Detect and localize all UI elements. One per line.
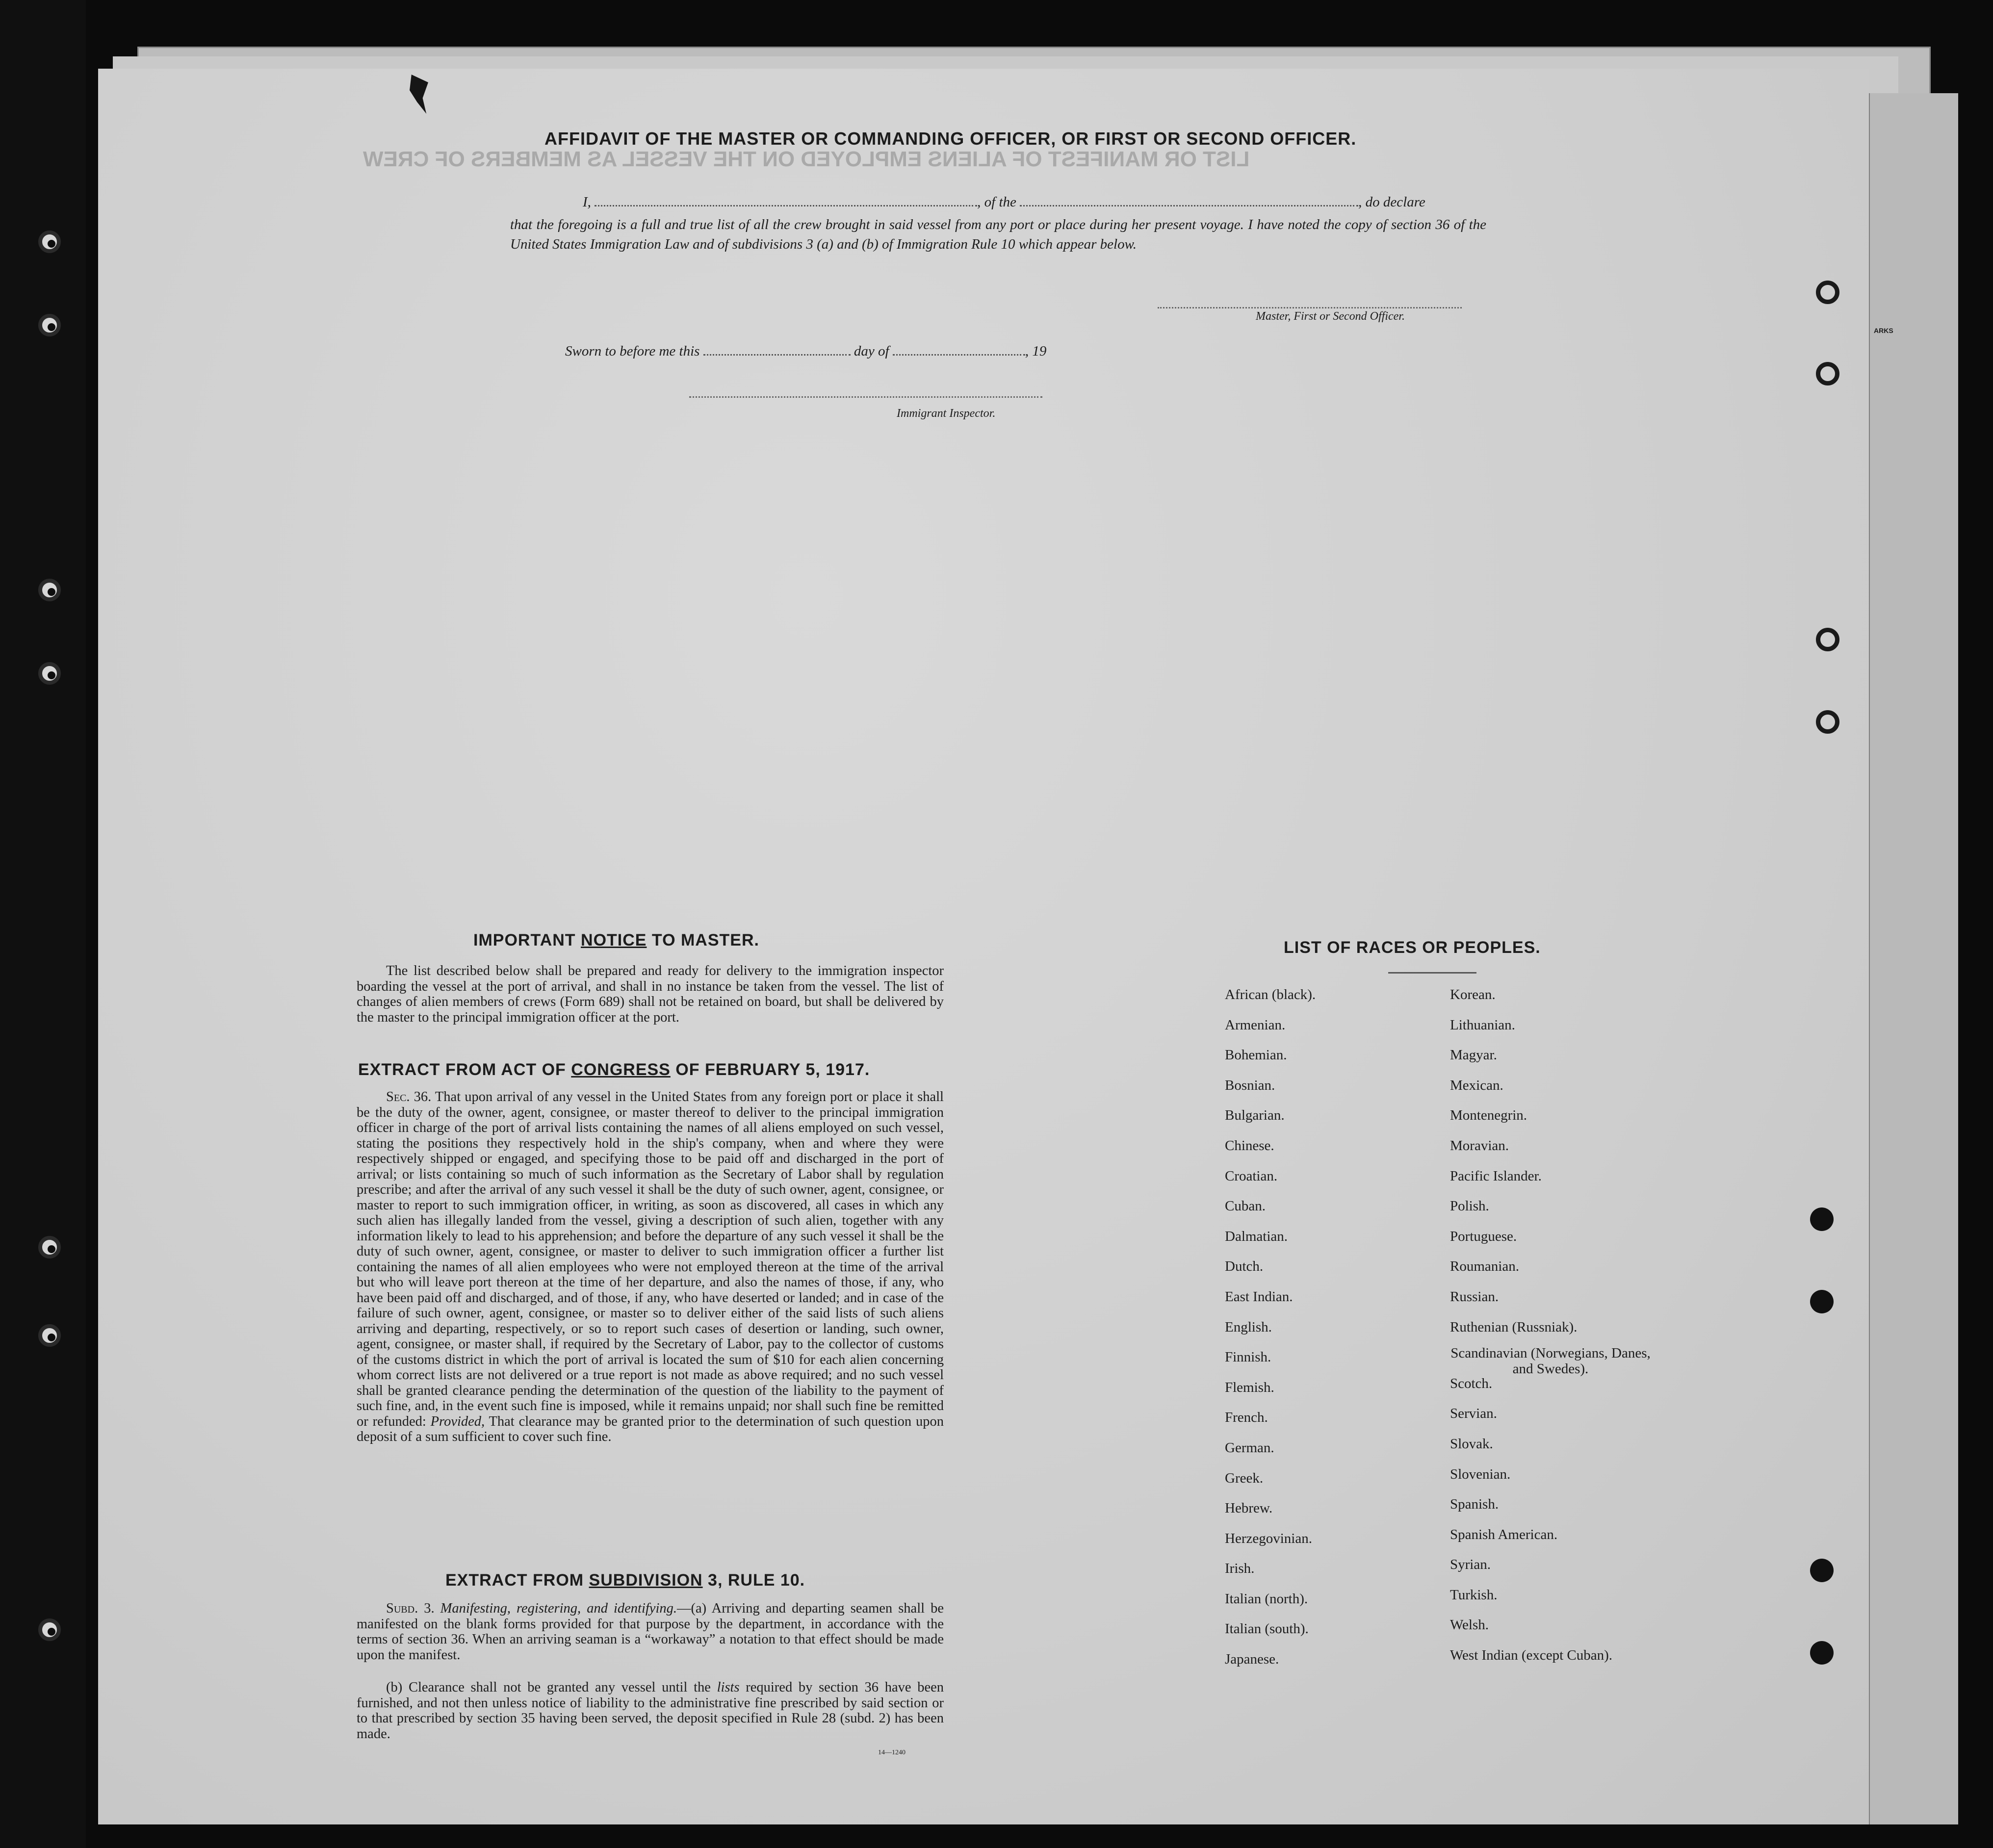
race-item: Magyar.	[1450, 1047, 1497, 1063]
notice-title	[473, 931, 759, 950]
para-b-text: Clearance shall not be granted any vessel until the	[408, 1680, 711, 1695]
para-a-mark: —(a)	[677, 1601, 707, 1616]
race-item: Lithuanian.	[1450, 1017, 1515, 1033]
sworn-year: , 19	[1025, 343, 1047, 359]
punch-hole	[1810, 1641, 1834, 1665]
act-title-part: OF FEBRUARY 5, 1917.	[670, 1060, 870, 1079]
punch-hole	[1816, 628, 1839, 651]
binder-hole	[38, 1324, 61, 1347]
sworn-line	[565, 343, 1046, 359]
race-item: German.	[1225, 1439, 1274, 1456]
declaration-do-declare: , do declare	[1358, 194, 1425, 210]
race-item: West Indian (except Cuban).	[1450, 1647, 1613, 1664]
race-item: Cuban.	[1225, 1198, 1266, 1214]
officer-signature-line[interactable]	[1158, 307, 1462, 308]
race-item: Syrian.	[1450, 1557, 1491, 1573]
race-item: Welsh.	[1450, 1617, 1489, 1633]
binder-hole	[38, 314, 61, 336]
section-text-end: That clearance may be granted prior to the determination of such question upon deposit of a sum sufficient to cover such fine.	[357, 1413, 944, 1444]
punch-hole	[1816, 281, 1839, 304]
race-item: Bohemian.	[1225, 1047, 1287, 1063]
punch-hole	[1810, 1207, 1834, 1231]
sworn-day-of: day of	[854, 343, 889, 359]
race-item: Servian.	[1450, 1406, 1497, 1422]
notice-title-part: IMPORTANT	[473, 931, 581, 950]
race-item: Hebrew.	[1225, 1500, 1273, 1516]
race-item: Roumanian.	[1450, 1258, 1519, 1275]
section-label: Sec. 36.	[386, 1089, 432, 1104]
notice-title-part: TO MASTER.	[647, 931, 759, 950]
provided-term: Provided,	[430, 1413, 485, 1429]
race-item: Scandinavian (Norwegians, Danes, and Swedes).	[1450, 1345, 1651, 1377]
form-number: 14—1240	[878, 1749, 906, 1756]
sworn-prefix: Sworn to before me this	[565, 343, 700, 359]
race-item: Greek.	[1225, 1470, 1264, 1486]
race-item: Ruthenian (Russniak).	[1450, 1319, 1578, 1335]
races-list-right	[1450, 987, 1651, 1678]
race-item: Pacific Islander.	[1450, 1168, 1542, 1184]
race-item: Bosnian.	[1225, 1077, 1275, 1093]
punch-hole	[1810, 1290, 1834, 1313]
binder-edge	[0, 0, 86, 1848]
race-item: Finnish.	[1225, 1349, 1271, 1365]
race-item: Portuguese.	[1450, 1228, 1517, 1244]
rule-title-part: 3, RULE 10.	[702, 1571, 805, 1590]
name-blank[interactable]	[595, 205, 977, 206]
race-item: Herzegovinian.	[1225, 1530, 1312, 1546]
race-item: Italian (south).	[1225, 1621, 1309, 1637]
race-item: Bulgarian.	[1225, 1107, 1285, 1124]
right-sheet-edge	[1869, 93, 1958, 1824]
vessel-blank[interactable]	[1020, 205, 1358, 206]
declaration-of-the: , of the	[977, 194, 1016, 210]
act-title-part: CONGRESS	[571, 1060, 671, 1079]
race-item: Spanish American.	[1450, 1526, 1558, 1542]
notice-title-part: NOTICE	[581, 931, 647, 950]
binder-hole	[38, 1618, 61, 1641]
sworn-day-blank[interactable]	[703, 354, 851, 356]
races-title-rule	[1388, 972, 1476, 974]
race-item: African (black).	[1225, 987, 1316, 1002]
section-text: That upon arrival of any vessel in the United States from any foreign port or place it shall be the duty of the owner, agent, consignee, or master thereof to deliver to the principal immigration officer in charge of the port of arrival lists containing the names of all aliens employed on such vessel, stating the positions they respectively hold in the ship's company, when and where they were respectively shipped or engaged, and specifying those to be paid off and discharged in the port of arrival; or lists containing so much of such information as the Secretary of Labor shall by regulation prescribe; and after the arrival of any such vessel it shall be the duty of such owner, agent, consignee, or master to report to such immigration officer, in writing, as soon as discovered, all cases in which any such alien has illegally landed from the vessel, giving a description of such alien, together with any information likely to lead to his apprehension; and before the departure of any such vessel it shall be the duty of such owner, agent, consignee, or master to deliver to such immigration officer a further list containing the names of all alien employees who were not employed thereon at the time of the arrival but who will leave port thereon at the time of her departure, and also the names of those, if any, who have been paid off and discharged, and of those, if any, who have deserted or landed; and in case of the failure of such owner, agent, consignee, or master so to deliver either of the said lists of such aliens arriving and departing, respectively, or so to report such cases of desertion or landing, such owner, agent, consignee, or master shall, if required by the Secretary of Labor, pay to the collector of customs of the customs district in which the port of arrival is located the sum of $10 for each alien concerning whom correct lists are not delivered or a true report is not made as above required; and no such vessel shall be granted clearance pending the determination of the question of the liability to the payment of such fine, and, in the event such fine is imposed, while it remains unpaid; nor shall such fine be remitted or refunded:	[357, 1089, 944, 1429]
rule-title	[445, 1571, 805, 1590]
race-item: Slovenian.	[1450, 1466, 1511, 1482]
affidavit-declaration-line	[583, 194, 1425, 210]
races-list-left	[1225, 987, 1316, 1682]
rule-title-part: EXTRACT FROM	[445, 1571, 589, 1590]
act-title	[358, 1060, 870, 1079]
race-item: Scotch.	[1450, 1375, 1493, 1391]
inspector-signature-line[interactable]	[689, 396, 1042, 398]
race-item: Turkish.	[1450, 1587, 1498, 1603]
binder-hole	[38, 662, 61, 685]
race-item: Russian.	[1450, 1288, 1499, 1305]
affidavit-title: AFFIDAVIT OF THE MASTER OR COMMANDING OFFICER, OR FIRST OR SECOND OFFICER.	[544, 128, 1357, 149]
race-item: Chinese.	[1225, 1137, 1274, 1154]
race-item: Montenegrin.	[1450, 1107, 1527, 1124]
race-item: Slovak.	[1450, 1436, 1493, 1452]
race-item: Mexican.	[1450, 1077, 1503, 1093]
race-item: Italian (north).	[1225, 1591, 1308, 1607]
para-b-mark: (b)	[386, 1680, 403, 1695]
race-item: Spanish.	[1450, 1496, 1499, 1513]
notice-text: The list described below shall be prepared and ready for delivery to the immigration inspector boarding the vessel at the port of arrival, and shall in no instance be taken from the vessel. The list of changes of alien members of crews (Form 689) shall not be retained on board, but shall be delivered by the master to the principal immigration officer at the port.	[357, 963, 944, 1025]
race-item: East Indian.	[1225, 1288, 1293, 1305]
rule-title-part: SUBDIVISION	[589, 1571, 703, 1590]
race-item: Moravian.	[1450, 1137, 1509, 1154]
races-title: LIST OF RACES OR PEOPLES.	[1284, 938, 1541, 957]
act-title-part: EXTRACT FROM ACT OF	[358, 1060, 571, 1079]
margin-label: ARKS	[1874, 327, 1893, 334]
race-item: Irish.	[1225, 1561, 1255, 1577]
punch-hole	[1810, 1559, 1834, 1582]
rule-para-b	[357, 1680, 944, 1742]
para-a-text: Arriving and departing seamen shall be manifested on the blank forms provided for that purpose by the department, in accordance with the terms of section 36. When an arriving seaman is a “workaway” a notation to that effect should be made upon the manifest.	[357, 1601, 944, 1663]
race-item: English.	[1225, 1319, 1272, 1335]
officer-caption: Master, First or Second Officer.	[1256, 310, 1405, 323]
subd-heading: Manifesting, registering, and identifying.	[440, 1601, 677, 1616]
race-item: Dalmatian.	[1225, 1228, 1288, 1244]
para-b-lists: lists	[717, 1680, 740, 1695]
race-item: Polish.	[1450, 1198, 1489, 1214]
bleed-through-header: LIST OR MANIFEST OF ALIENS EMPLOYED ON THE VESSEL AS MEMBERS OF CREW	[363, 147, 1250, 171]
binder-hole	[38, 231, 61, 253]
binder-hole	[38, 1236, 61, 1258]
race-item: Croatian.	[1225, 1168, 1278, 1184]
affidavit-body: that the foregoing is a full and true list of all the crew brought in said vessel from any port or place during her present voyage. I have noted the copy of section 36 of the United States Immigration Law and of subdivisions 3 (a) and (b) of Immigration Rule 10 which appear below.	[510, 217, 1486, 252]
declaration-i: I,	[583, 194, 591, 210]
sworn-month-blank[interactable]	[893, 354, 1025, 356]
race-item: Flemish.	[1225, 1379, 1274, 1395]
act-section-36	[357, 1089, 944, 1445]
punch-hole	[1816, 710, 1839, 734]
race-item: Armenian.	[1225, 1017, 1286, 1033]
race-item: French.	[1225, 1410, 1268, 1426]
binder-hole	[38, 579, 61, 601]
rule-para-a	[357, 1601, 944, 1663]
inspector-caption: Immigrant Inspector.	[897, 407, 996, 420]
race-item: Japanese.	[1225, 1651, 1279, 1668]
race-item: Korean.	[1450, 987, 1496, 1002]
para-b-text-end: required by section 36 have been furnished, and not then unless notice of liability to the administrative fine prescribed by said section or to that prescribed by section 35 having been served, the deposit specified in Rule 28 (subd. 2) has been made.	[357, 1680, 944, 1742]
punch-hole	[1816, 362, 1839, 385]
race-item: Dutch.	[1225, 1258, 1264, 1275]
subd-label: Subd. 3.	[386, 1601, 435, 1616]
